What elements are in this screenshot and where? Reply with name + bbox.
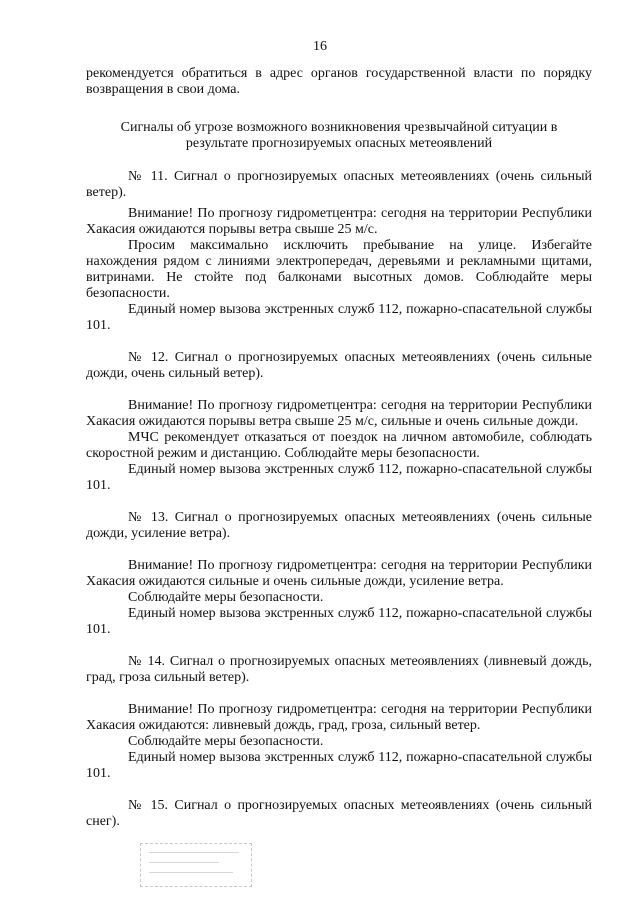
- faint-stamp-mark: [140, 843, 252, 887]
- signal-paragraph: Внимание! По прогнозу гидрометцентра: сегодня на территории Республики Хакасия ожидаются сильные и очень сильные дожди, усиление ветра.: [86, 558, 592, 589]
- signal-11: [86, 169, 592, 334]
- signal-paragraph: Единый номер вызова экстренных служб 112, пожарно-спасательной службы 101.: [86, 750, 592, 781]
- signal-heading: № 13. Сигнал о прогнозируемых опасных метеоявлениях (очень сильные дожди, усиление ветра).: [86, 510, 592, 541]
- signal-14: [86, 654, 592, 782]
- signal-heading: № 15. Сигнал о прогнозируемых опасных метеоявлениях (очень сильный снег).: [86, 798, 592, 829]
- signal-heading: № 12. Сигнал о прогнозируемых опасных метеоявлениях (очень сильные дожди, очень сильный ветер).: [86, 350, 592, 381]
- signal-heading: № 14. Сигнал о прогнозируемых опасных метеоявлениях (ливневый дождь, град, гроза сильный ветер).: [86, 654, 592, 685]
- signal-paragraph: Единый номер вызова экстренных служб 112, пожарно-спасательной службы 101.: [86, 302, 592, 333]
- signal-12: [86, 350, 592, 494]
- signal-heading: № 11. Сигнал о прогнозируемых опасных метеоявлениях (очень сильный ветер).: [86, 169, 592, 200]
- signal-paragraph: Просим максимально исключить пребывание на улице. Избегайте нахождения рядом с линиями электропередач, деревьями и рекламными щитами, витринами. Не стойте под балконами высотных домов. Соблюдайте меры безопасности.: [86, 238, 592, 301]
- signal-paragraph: Единый номер вызова экстренных служб 112, пожарно-спасательной службы 101.: [86, 606, 592, 637]
- signal-15: [86, 798, 592, 830]
- signal-paragraph: МЧС рекомендует отказаться от поездок на личном автомобиле, соблюдать скоростной режим и дистанцию. Соблюдайте меры безопасности.: [86, 430, 592, 461]
- signal-paragraph: Внимание! По прогнозу гидрометцентра: сегодня на территории Республики Хакасия ожидаются порывы ветра свыше 25 м/с, сильные и очень сильные дожди.: [86, 398, 592, 429]
- signal-paragraph: Соблюдайте меры безопасности.: [128, 734, 324, 749]
- intro-paragraph: рекомендуется обратиться в адрес органов государственной власти по порядку возвращения в свои дома.: [86, 66, 592, 97]
- signal-13: [86, 510, 592, 638]
- signal-paragraph: Внимание! По прогнозу гидрометцентра: сегодня на территории Республики Хакасия ожидаются: ливневый дождь, град, гроза, сильный ветер.: [86, 702, 592, 733]
- signal-paragraph: Единый номер вызова экстренных служб 112, пожарно-спасательной службы 101.: [86, 462, 592, 493]
- section-title: Сигналы об угрозе возможного возникновения чрезвычайной ситуации в результате прогнозируемых опасных метеоявлений: [120, 120, 558, 151]
- signal-paragraph: Соблюдайте меры безопасности.: [128, 590, 324, 605]
- document-body: [86, 66, 592, 830]
- signal-paragraph: Внимание! По прогнозу гидрометцентра: сегодня на территории Республики Хакасия ожидаются порывы ветра свыше 25 м/с.: [86, 206, 592, 237]
- page-number: 16: [313, 39, 327, 54]
